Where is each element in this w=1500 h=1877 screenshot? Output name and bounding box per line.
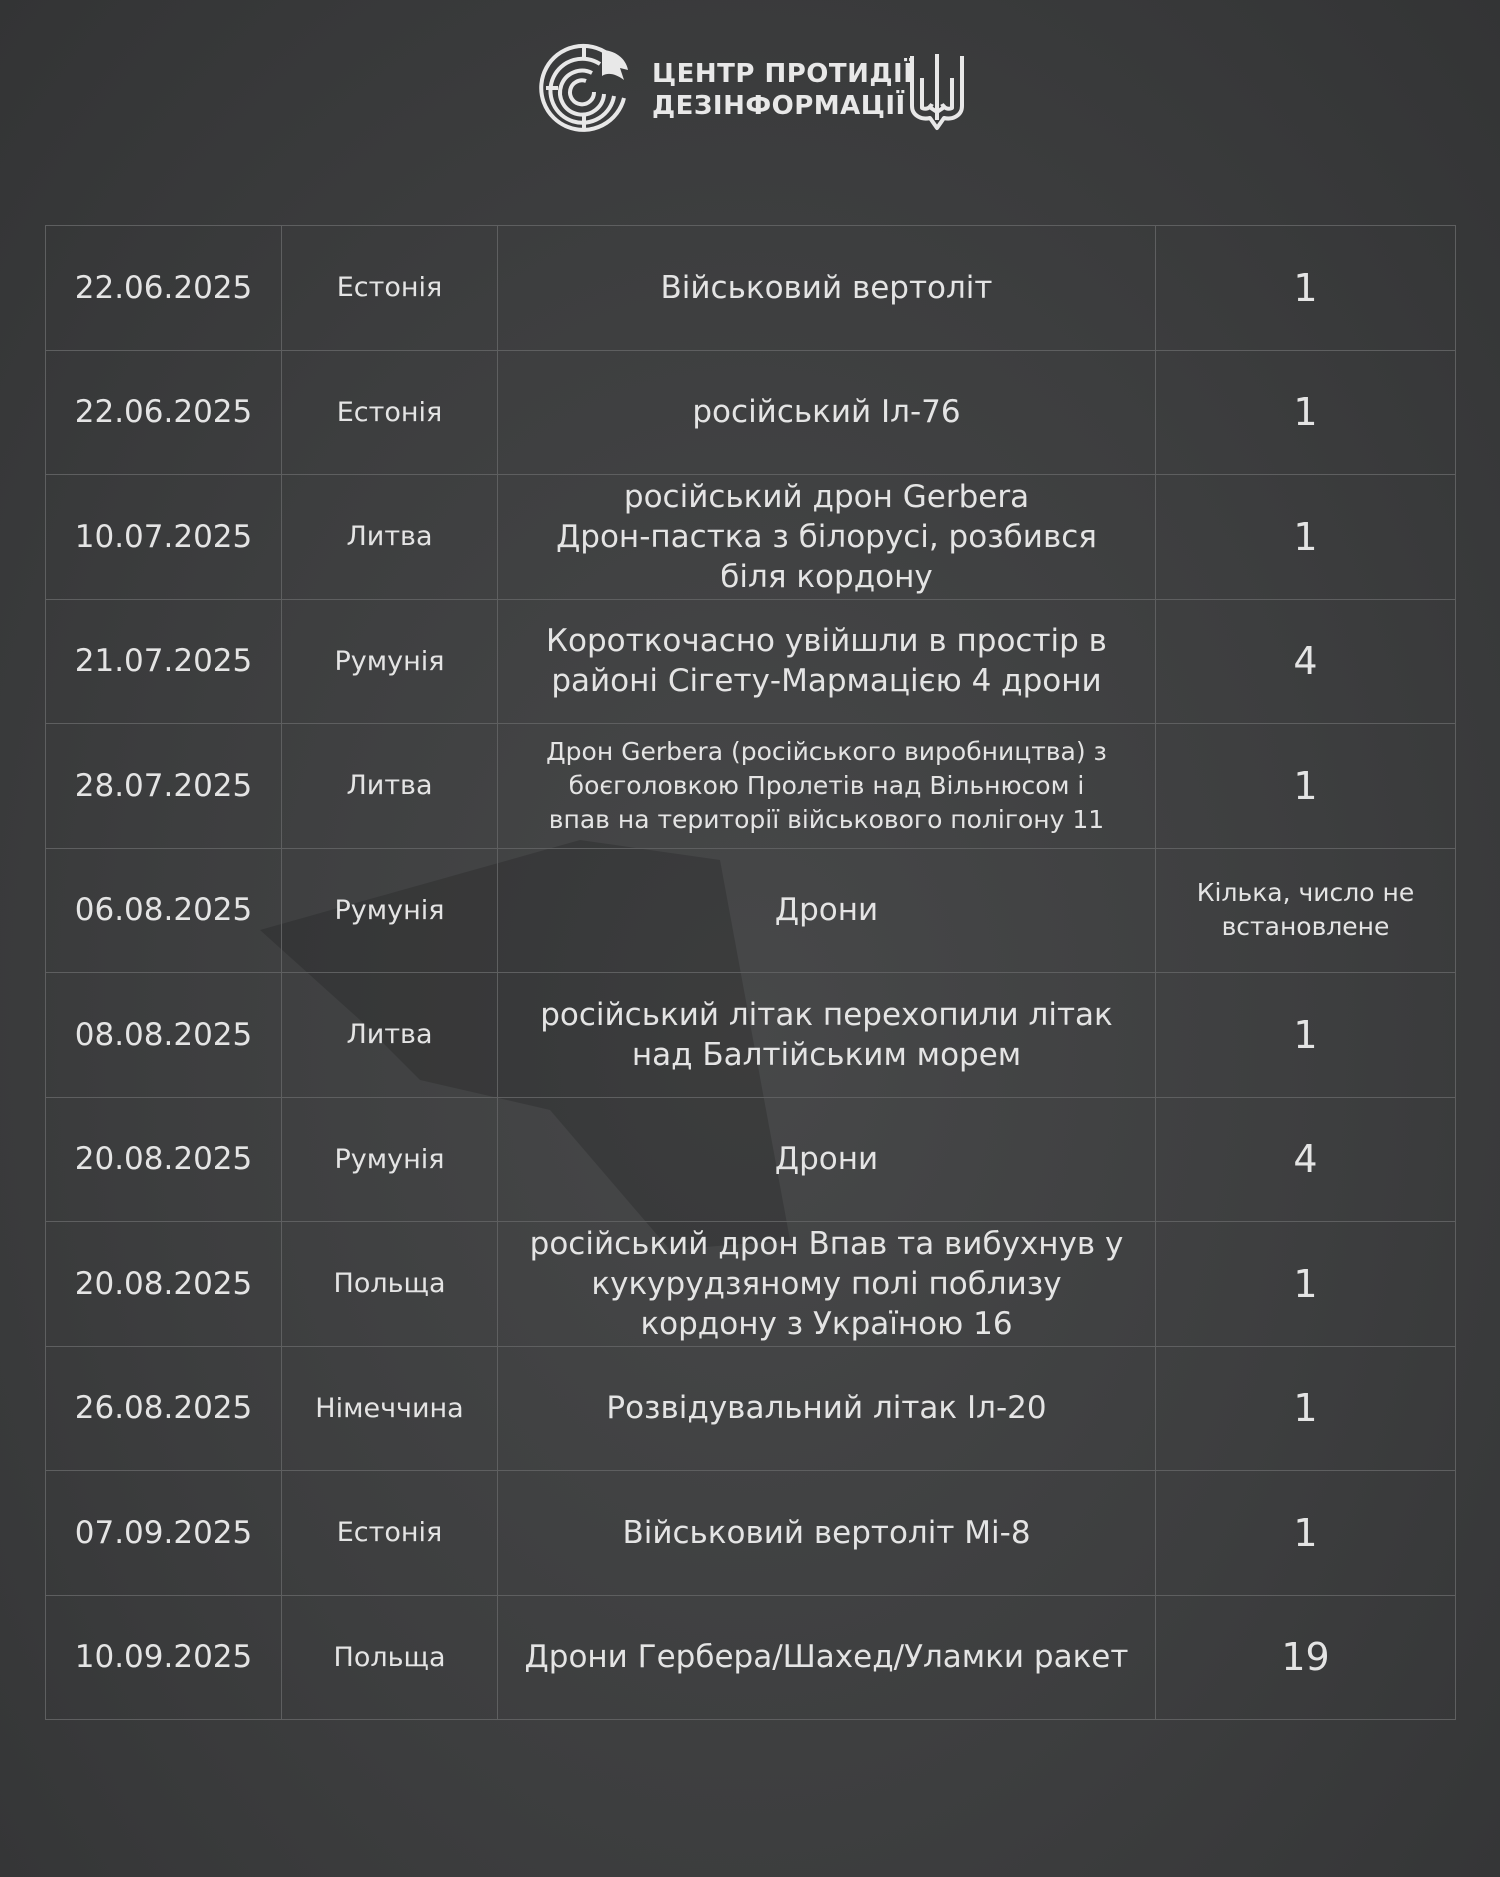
description-cell (498, 350, 1156, 475)
count-cell: 1 (1156, 475, 1456, 600)
country-cell: Литва (282, 475, 498, 600)
table-row (46, 973, 1456, 1098)
date-cell: 10.07.2025 (46, 475, 282, 600)
description-cell (498, 226, 1156, 351)
description-line: над Балтійським морем (631, 1036, 1022, 1073)
table-row (46, 350, 1456, 475)
description-line: впав на території військового полігону 11 (548, 804, 1105, 834)
count-cell: 1 (1156, 1222, 1456, 1347)
description-line: кордону з Україною 16 (640, 1305, 1013, 1342)
description-cell (498, 1346, 1156, 1471)
description-line: Дрони Гербера/Шахед/Уламки ракет (524, 1639, 1129, 1676)
table-row (46, 1595, 1456, 1720)
date-cell: 21.07.2025 (46, 599, 282, 724)
description-line: російський дрон Впав та вибухнув у (529, 1225, 1124, 1262)
description-cell (498, 475, 1156, 600)
description-line: Дрон-пастка з білорусі, розбився (556, 518, 1097, 555)
description-line: російський Іл-76 (692, 394, 961, 431)
date-cell: 20.08.2025 (46, 1097, 282, 1222)
date-cell: 22.06.2025 (46, 350, 282, 475)
date-cell: 20.08.2025 (46, 1222, 282, 1347)
country-cell: Румунія (282, 1097, 498, 1222)
country-cell: Литва (282, 724, 498, 849)
description-line: кукурудзяному полі поблизу (591, 1265, 1062, 1302)
description-cell (498, 1595, 1156, 1720)
description-line: Короткочасно увійшли в простір в (546, 623, 1107, 660)
table-row (46, 1097, 1456, 1222)
date-cell: 26.08.2025 (46, 1346, 282, 1471)
country-cell: Естонія (282, 226, 498, 351)
date-cell: 22.06.2025 (46, 226, 282, 351)
description-line: Військовий вертоліт Мі-8 (622, 1514, 1031, 1551)
table-row (46, 599, 1456, 724)
count-cell: 1 (1156, 724, 1456, 849)
table-row (46, 724, 1456, 849)
table-row (46, 848, 1456, 973)
description-line: російський дрон Gerbera (623, 478, 1030, 515)
maze-eagle-logo-icon (536, 40, 632, 136)
country-cell: Естонія (282, 1471, 498, 1596)
country-cell: Німеччина (282, 1346, 498, 1471)
description-cell (498, 973, 1156, 1098)
organization-name (652, 58, 913, 122)
description-cell (498, 1097, 1156, 1222)
description-cell (498, 724, 1156, 849)
description-line: російський літак перехопили літак (540, 996, 1113, 1033)
count-cell: 4 (1156, 1097, 1456, 1222)
incidents-table-body (46, 226, 1456, 1720)
count-cell: 19 (1156, 1595, 1456, 1720)
description-cell (498, 848, 1156, 973)
table-row (46, 1222, 1456, 1347)
description-line: боєголовкою Пролетів над Вільнюсом і (568, 770, 1085, 800)
description-line: Дрон Gerbera (російського виробництва) з (546, 736, 1107, 766)
count-cell: 1 (1156, 973, 1456, 1098)
trident-icon (908, 50, 966, 132)
table-row (46, 226, 1456, 351)
description-line: Розвідувальний літак Іл-20 (606, 1390, 1047, 1427)
count-cell: 4 (1156, 599, 1456, 724)
organization-name-line1: ЦЕНТР ПРОТИДІЇ (652, 59, 914, 89)
date-cell: 06.08.2025 (46, 848, 282, 973)
count-cell: 1 (1156, 1346, 1456, 1471)
description-line: районі Сігету-Мармацією 4 дрони (551, 663, 1102, 700)
description-cell (498, 1222, 1156, 1347)
header (0, 40, 1500, 140)
country-cell: Литва (282, 973, 498, 1098)
country-cell: Польща (282, 1595, 498, 1720)
country-cell: Польща (282, 1222, 498, 1347)
table-row (46, 475, 1456, 600)
country-cell: Румунія (282, 599, 498, 724)
country-cell: Румунія (282, 848, 498, 973)
incidents-table (45, 225, 1455, 1720)
count-cell: 1 (1156, 1471, 1456, 1596)
count-cell: 1 (1156, 226, 1456, 351)
description-line: Дрони (774, 892, 879, 929)
description-line: біля кордону (720, 558, 933, 595)
description-line: Військовий вертоліт (660, 269, 993, 306)
count-cell: 1 (1156, 350, 1456, 475)
count-cell: Кілька, число не встановлене (1156, 848, 1456, 973)
date-cell: 08.08.2025 (46, 973, 282, 1098)
description-cell (498, 599, 1156, 724)
date-cell: 28.07.2025 (46, 724, 282, 849)
description-cell (498, 1471, 1156, 1596)
country-cell: Естонія (282, 350, 498, 475)
description-line: Дрони (774, 1141, 879, 1178)
date-cell: 10.09.2025 (46, 1595, 282, 1720)
table-row (46, 1471, 1456, 1596)
organization-name-line2: ДЕЗІНФОРМАЦІЇ (652, 91, 906, 121)
table-row (46, 1346, 1456, 1471)
date-cell: 07.09.2025 (46, 1471, 282, 1596)
